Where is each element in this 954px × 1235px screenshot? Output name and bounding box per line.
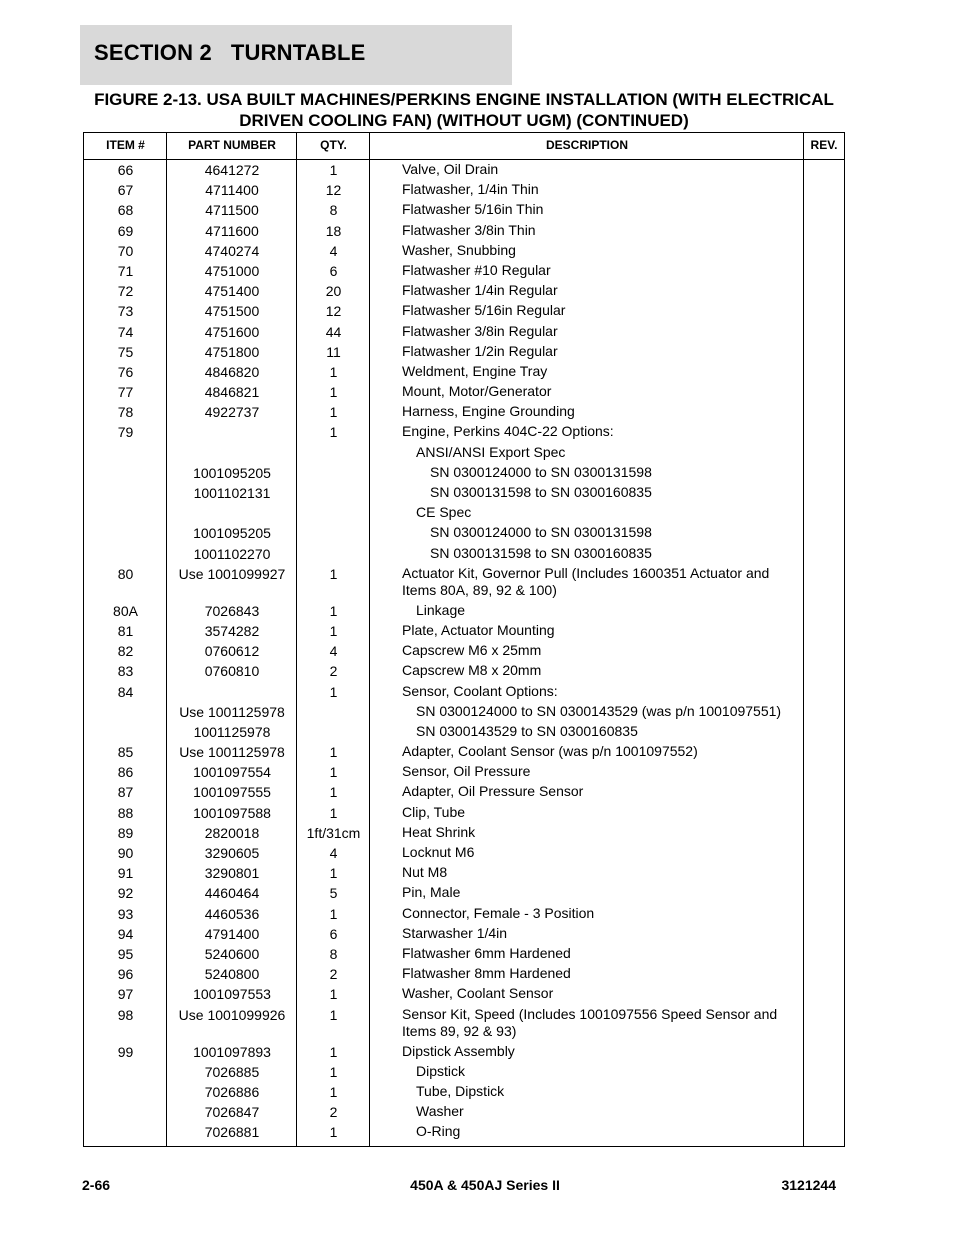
qty-cell: 1	[329, 404, 338, 421]
part-number-cell: Use 1001125978	[179, 703, 285, 720]
part-number-cell: 4460464	[204, 885, 260, 902]
item-cell: 82	[117, 643, 134, 660]
table-body	[84, 160, 844, 1142]
table-row	[84, 362, 844, 382]
item-cell: 86	[117, 764, 134, 781]
description-cell: Flatwasher 8mm Hardened	[402, 965, 571, 982]
description-cell: SN 0300131598 to SN 0300160835	[430, 544, 652, 561]
table-row	[84, 564, 844, 601]
description-cell: Flatwasher #10 Regular	[402, 261, 551, 278]
item-cell: 84	[117, 683, 134, 700]
item-cell: 83	[117, 663, 134, 680]
description-cell: Flatwasher, 1/4in Thin	[402, 181, 539, 198]
table-row	[84, 601, 844, 621]
table-row	[84, 762, 844, 782]
description-cell: Flatwasher 3/8in Regular	[402, 322, 558, 339]
description-cell: Starwasher 1/4in	[402, 924, 508, 941]
qty-cell: 5	[329, 885, 338, 902]
table-row	[84, 1102, 844, 1122]
item-cell: 73	[117, 303, 134, 320]
part-number-cell: 4711400	[205, 182, 259, 199]
table-row	[84, 823, 844, 843]
description-cell: Valve, Oil Drain	[402, 161, 499, 177]
table-row	[84, 782, 844, 802]
item-cell: 93	[117, 905, 134, 922]
description-cell: Sensor Kit, Speed (Includes 1001097556 Speed Sensor and Items 89, 92 & 93)	[402, 1005, 778, 1039]
qty-cell: 2	[329, 966, 338, 983]
description-cell: Locknut M6	[402, 844, 475, 860]
table-row	[84, 443, 844, 463]
part-number-cell: 1001097554	[193, 764, 271, 781]
item-cell: 97	[117, 986, 134, 1003]
description-cell: Connector, Female - 3 Position	[402, 904, 595, 921]
part-number-cell: 0760612	[204, 643, 260, 660]
table-row	[84, 402, 844, 422]
description-cell: Tube, Dipstick	[416, 1082, 505, 1099]
item-cell: 75	[117, 343, 134, 360]
description-cell: Flatwasher 1/4in Regular	[402, 282, 558, 299]
item-cell: 80	[117, 565, 134, 582]
qty-cell: 11	[326, 343, 341, 360]
table-row	[84, 843, 844, 863]
item-cell: 92	[117, 885, 134, 902]
description-cell: Adapter, Oil Pressure Sensor	[402, 783, 584, 800]
description-cell: Sensor, Coolant Options:	[402, 682, 558, 699]
description-cell: ANSI/ANSI Export Spec	[416, 443, 566, 460]
table-row	[84, 682, 844, 702]
description-cell: Mount, Motor/Generator	[402, 383, 552, 400]
description-cell: O-Ring	[416, 1123, 461, 1140]
qty-cell: 12	[325, 303, 342, 320]
item-cell: 67	[117, 182, 134, 199]
table-row	[84, 803, 844, 823]
qty-cell: 20	[325, 283, 342, 300]
figure-title-line-1: FIGURE 2-13. USA BUILT MACHINES/PERKINS ENGINE INSTALLATION (WITH ELECTRICAL	[94, 90, 834, 109]
description-cell: CE Spec	[416, 504, 472, 521]
qty-cell: 6	[329, 925, 338, 942]
table-row	[84, 221, 844, 241]
part-number-cell: 4740274	[204, 242, 260, 259]
item-cell: 66	[117, 162, 134, 178]
part-number-cell: 4711500	[205, 202, 259, 219]
part-number-cell: 2820018	[204, 824, 260, 841]
table-row	[84, 1042, 844, 1062]
qty-cell: 1	[329, 986, 338, 1003]
table-row	[84, 883, 844, 903]
item-cell: 68	[117, 202, 134, 219]
item-cell: 88	[117, 804, 134, 821]
part-number-cell: 4751400	[204, 283, 260, 300]
qty-cell: 1	[329, 1006, 338, 1023]
qty-cell: 1	[329, 424, 338, 441]
item-cell: 78	[117, 404, 134, 421]
qty-cell: 1	[329, 162, 338, 178]
item-cell: 96	[117, 966, 134, 983]
table-row	[84, 160, 844, 180]
description-cell: SN 0300124000 to SN 0300131598	[430, 463, 652, 480]
description-cell: Plate, Actuator Mounting	[402, 621, 555, 638]
table-row	[84, 1062, 844, 1082]
table-row	[84, 241, 844, 261]
table-row	[84, 422, 844, 442]
header-description: DESCRIPTION	[545, 138, 628, 152]
part-number-cell: 1001097893	[193, 1043, 271, 1060]
part-number-cell: 4460536	[204, 905, 260, 922]
qty-cell: 44	[325, 323, 342, 340]
description-cell: Dipstick	[416, 1062, 466, 1079]
footer-doc-number: 3121244	[781, 1177, 836, 1193]
description-cell: Heat Shrink	[402, 823, 476, 840]
part-number-cell: 0760810	[204, 663, 260, 680]
qty-cell: 1	[329, 565, 338, 582]
figure-title	[84, 89, 844, 131]
item-cell: 77	[117, 384, 134, 401]
item-cell: 74	[117, 323, 134, 340]
table-row	[84, 722, 844, 742]
description-cell: SN 0300124000 to SN 0300131598	[430, 524, 652, 541]
table-row	[84, 904, 844, 924]
description-cell: Capscrew M6 x 25mm	[402, 642, 542, 659]
item-cell: 95	[117, 945, 134, 962]
item-cell: 99	[117, 1043, 134, 1060]
table-row	[84, 863, 844, 883]
part-number-cell: 4711600	[205, 222, 259, 239]
qty-cell: 1	[329, 804, 338, 821]
table-row	[84, 261, 844, 281]
item-cell: 81	[117, 622, 134, 639]
table-row	[84, 200, 844, 220]
table-row	[84, 944, 844, 964]
table-row	[84, 641, 844, 661]
qty-cell: 1	[329, 1043, 338, 1060]
header-qty: QTY.	[320, 138, 347, 152]
qty-cell: 8	[329, 945, 338, 962]
description-cell: Flatwasher 1/2in Regular	[402, 342, 558, 359]
description-cell: Flatwasher 5/16in Regular	[402, 302, 566, 319]
qty-cell: 8	[329, 202, 338, 219]
qty-cell: 6	[329, 262, 338, 279]
description-cell: SN 0300131598 to SN 0300160835	[430, 484, 652, 500]
part-number-cell: 1001097555	[193, 784, 271, 801]
qty-cell: 1	[329, 744, 338, 761]
part-number-cell: 4751600	[204, 323, 260, 340]
part-number-cell: 4641272	[204, 162, 260, 178]
description-cell: Adapter, Coolant Sensor (was p/n 1001097552)	[402, 743, 698, 760]
part-number-cell: 7026847	[204, 1104, 260, 1121]
qty-cell: 4	[329, 643, 338, 660]
part-number-cell: 4751000	[204, 262, 260, 279]
item-cell: 69	[117, 222, 134, 239]
qty-cell: 12	[325, 182, 342, 199]
item-cell: 85	[117, 744, 134, 761]
qty-cell: 4	[329, 242, 338, 259]
part-number-cell: Use 1001099926	[178, 1006, 286, 1023]
description-cell: Flatwasher 3/8in Thin	[402, 221, 536, 238]
qty-cell: 1	[329, 905, 338, 922]
description-cell: Linkage	[416, 601, 466, 618]
part-number-cell: 7026843	[204, 602, 260, 619]
table-row	[84, 964, 844, 984]
table-row	[84, 322, 844, 342]
table-row	[84, 702, 844, 722]
table-row	[84, 924, 844, 944]
item-cell: 71	[117, 262, 134, 279]
item-cell: 90	[117, 845, 134, 861]
header-part-number: PART NUMBER	[188, 138, 276, 152]
table-row	[84, 483, 844, 503]
table-row	[84, 382, 844, 402]
description-cell: SN 0300143529 to SN 0300160835	[416, 722, 638, 739]
part-number-cell: 3290605	[204, 845, 260, 861]
part-number-cell: 4751800	[204, 343, 260, 360]
part-number-cell: Use 1001125978	[179, 744, 285, 761]
description-cell: Washer, Coolant Sensor	[402, 985, 554, 1002]
table-row	[84, 301, 844, 321]
description-cell: Dipstick Assembly	[402, 1042, 515, 1059]
qty-cell: 1	[329, 363, 338, 380]
part-number-cell: 1001097588	[193, 804, 271, 821]
qty-cell: 1	[329, 622, 338, 639]
qty-cell: 1	[329, 1124, 338, 1141]
part-number-cell: 7026881	[204, 1124, 260, 1141]
part-number-cell: 1001102270	[193, 545, 271, 562]
part-number-cell: 1001102131	[193, 485, 271, 501]
item-cell: 87	[117, 784, 134, 801]
item-cell: 94	[117, 925, 134, 942]
description-cell: Sensor, Oil Pressure	[402, 763, 531, 780]
qty-cell: 1	[329, 602, 338, 619]
part-number-cell: 1001095205	[193, 525, 271, 542]
item-cell: 76	[117, 363, 134, 380]
qty-cell: 2	[329, 1104, 338, 1121]
item-cell: 89	[117, 824, 134, 841]
table-row	[84, 281, 844, 301]
item-cell: 70	[117, 242, 134, 259]
item-cell: 98	[117, 1006, 134, 1023]
part-number-cell: 3574282	[204, 622, 260, 639]
qty-cell: 1	[329, 384, 338, 401]
part-number-cell: 1001095205	[193, 464, 271, 481]
table-row	[84, 342, 844, 362]
qty-cell: 1	[329, 1083, 338, 1100]
part-number-cell: 1001097553	[193, 986, 271, 1003]
header-rev: REV.	[810, 138, 838, 152]
section-title: SECTION 2 TURNTABLE	[94, 40, 366, 65]
part-number-cell: 4922737	[204, 404, 260, 421]
description-cell: Harness, Engine Grounding	[402, 403, 575, 420]
part-number-cell: Use 1001099927	[178, 565, 286, 582]
qty-cell: 1	[329, 784, 338, 801]
table-row	[84, 544, 844, 564]
table-row	[84, 661, 844, 681]
qty-cell: 4	[329, 845, 338, 861]
description-cell: Capscrew M8 x 20mm	[402, 662, 542, 679]
header-item: ITEM #	[106, 138, 145, 152]
figure-title-line-2: DRIVEN COOLING FAN) (WITHOUT UGM) (CONTINUED)	[239, 111, 689, 130]
qty-cell: 1ft/31cm	[306, 824, 361, 841]
part-number-cell: 4791400	[204, 925, 260, 942]
description-cell: SN 0300124000 to SN 0300143529 (was p/n 1001097551)	[416, 702, 782, 719]
table-row	[84, 180, 844, 200]
qty-cell: 18	[325, 222, 342, 239]
item-cell: 91	[117, 865, 134, 882]
description-cell: Nut M8	[402, 864, 448, 881]
part-number-cell: 4846821	[204, 384, 260, 401]
description-cell: Flatwasher 6mm Hardened	[402, 944, 571, 961]
part-number-cell: 7026886	[204, 1083, 260, 1100]
item-cell: 72	[117, 283, 134, 300]
table-header	[84, 133, 844, 160]
part-number-cell: 1001125978	[193, 723, 271, 740]
description-cell: Clip, Tube	[402, 803, 466, 820]
description-cell: Pin, Male	[402, 884, 461, 901]
part-number-cell: 5240600	[204, 945, 260, 962]
description-cell: Flatwasher 5/16in Thin	[402, 201, 544, 218]
qty-cell: 1	[329, 764, 338, 781]
description-cell: Washer, Snubbing	[402, 241, 516, 258]
item-cell: 79	[117, 424, 134, 441]
footer-page-number: 2-66	[82, 1177, 111, 1193]
item-cell: 80A	[113, 602, 138, 619]
description-cell: Washer	[416, 1103, 464, 1120]
qty-cell: 1	[329, 1063, 338, 1080]
qty-cell: 1	[329, 683, 338, 700]
table-row	[84, 1005, 844, 1042]
description-cell: Actuator Kit, Governor Pull (Includes 1600351 Actuator and Items 80A, 89, 92 & 100)	[402, 564, 770, 598]
description-cell: Engine, Perkins 404C-22 Options:	[402, 423, 614, 440]
table-row	[84, 1122, 844, 1142]
table-row	[84, 523, 844, 543]
part-number-cell: 7026885	[204, 1063, 260, 1080]
part-number-cell: 3290801	[204, 865, 260, 882]
part-number-cell: 4846820	[204, 363, 260, 380]
footer-model: 450A & 450AJ Series II	[410, 1177, 560, 1193]
table-row	[84, 463, 844, 483]
table-row	[84, 621, 844, 641]
description-cell: Weldment, Engine Tray	[402, 362, 548, 379]
part-number-cell: 4751500	[204, 303, 260, 320]
table-row	[84, 984, 844, 1004]
table-row	[84, 742, 844, 762]
table-row	[84, 1082, 844, 1102]
table-row	[84, 503, 844, 523]
part-number-cell: 5240800	[204, 966, 260, 983]
parts-table	[83, 132, 845, 1147]
qty-cell: 1	[329, 865, 338, 882]
qty-cell: 2	[329, 663, 338, 680]
